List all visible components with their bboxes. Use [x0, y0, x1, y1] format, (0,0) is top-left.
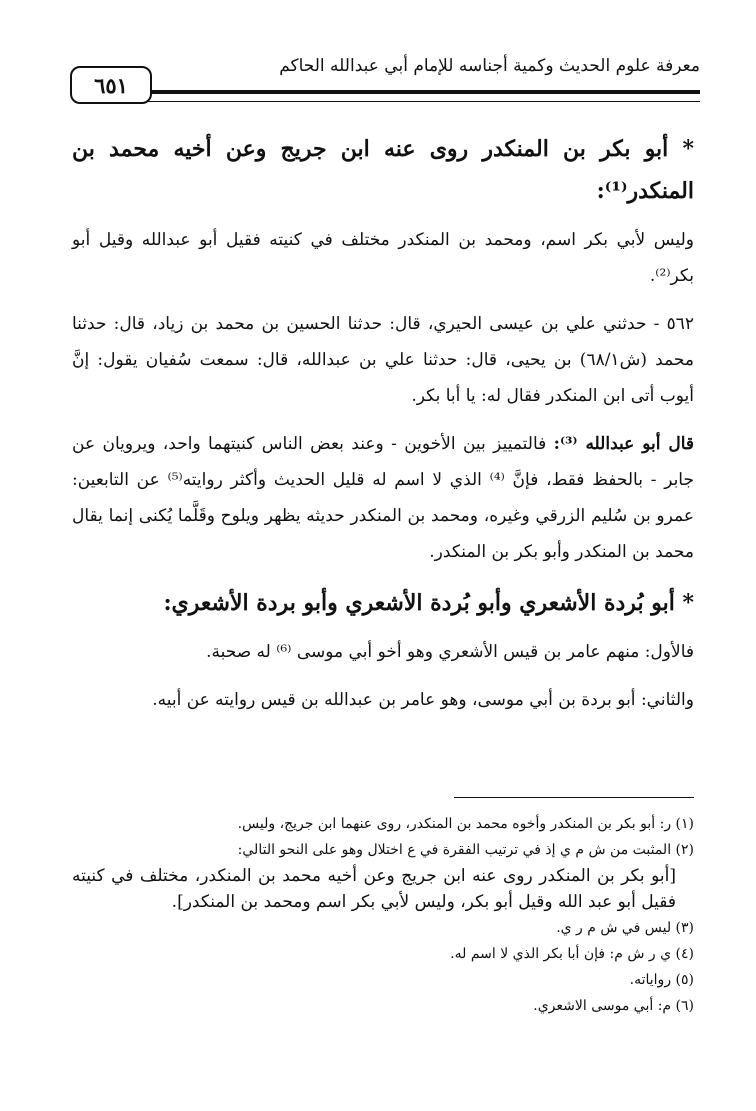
footnote-6: (٦) م: أبي موسى الاشعري. [533, 998, 694, 1014]
section-heading-abu-bakr: * أبو بكر بن المنكدر روى عنه ابن جريج وعن أخيه محمد بن المنكدر⁽¹⁾: [72, 136, 694, 204]
header-rule [148, 90, 700, 102]
paragraph-body: فالتمييز بين الأخوين - وعند بعض الناس كنيتهما واحد، ويرويان عن جابر - بالحفظ فقط، فإنَّ ⁽⁴⁾ الذي لا اسم له قليل الحديث وأكثر روايته⁽⁵⁾ عن التابعين: عمرو بن سُليم الزرقي وغيره، ومحمد بن المنكدر حديثه يظهر ويلوح وقَلَّما يُكنى إنما يقال محمد بن المنكدر وأبو بكر بن المنكدر. [72, 434, 694, 562]
footnote-4: (٤) ي ر ش م: فإن أبا بكر الذي لا اسم له. [450, 946, 694, 962]
footnote-5: (٥) رواياته. [629, 972, 694, 988]
paragraph-abu-abdullah [72, 426, 694, 570]
paragraph-lead: قال أبو عبدالله ⁽³⁾: [553, 434, 694, 454]
footnote-rule [454, 797, 694, 798]
paragraph-1: وليس لأبي بكر اسم، ومحمد بن المنكدر مختلف في كنيته فقيل أبو عبدالله وقيل أبو بكر⁽²⁾. [72, 230, 694, 286]
footnote-1: (١) ر: أبو بكر بن المنكدر وأخوه محمد بن المنكدر، روى عنهما ابن جريج، وليس. [237, 816, 694, 832]
paragraph-first: فالأول: منهم عامر بن قيس الأشعري وهو أخو أبي موسى ⁽⁶⁾ له صحبة. [206, 642, 694, 662]
running-title: معرفة علوم الحديث وكمية أجناسه للإمام أبي عبدالله الحاكم [279, 56, 700, 76]
footnote-2: (٢) المثبت من ش م ي إذ في ترتيب الفقرة في ع اختلال وهو على النحو التالي: [237, 842, 694, 858]
footnote-list [72, 811, 694, 1019]
page-header [64, 52, 700, 104]
section-heading-abu-burda: * أبو بُردة الأشعري وأبو بُردة الأشعري وأبو بردة الأشعري: [163, 590, 694, 616]
paragraph-hadith-562: ٥٦٢ - حدثني علي بن عيسى الحيري، قال: حدثنا الحسين بن محمد بن زياد، قال: حدثنا محمد (ش٦٨/١) بن يحيى، قال: حدثنا علي بن عبدالله، قال: سمعت سُفيان يقول: إنَّ أيوب أتى ابن المنكدر فقال له: يا أبا بكر. [72, 314, 694, 406]
main-text [72, 128, 694, 730]
footnote-3: (٣) ليس في ش م ر ي. [556, 920, 694, 936]
footnote-2-quote: [أبو بكر بن المنكدر روى عنه ابن جريج وعن أخيه محمد بن المنكدر، مختلف في كنيته فقيل أبو عبد الله وقيل أبو بكر، وليس لأبي بكر اسم ومحمد بن المنكدر]. [72, 866, 676, 912]
paragraph-second: والثاني: أبو بردة بن أبي موسى، وهو عامر بن عبدالله بن قيس روايته عن أبيه. [152, 690, 694, 710]
page-number: ٦٥١ [70, 66, 152, 104]
